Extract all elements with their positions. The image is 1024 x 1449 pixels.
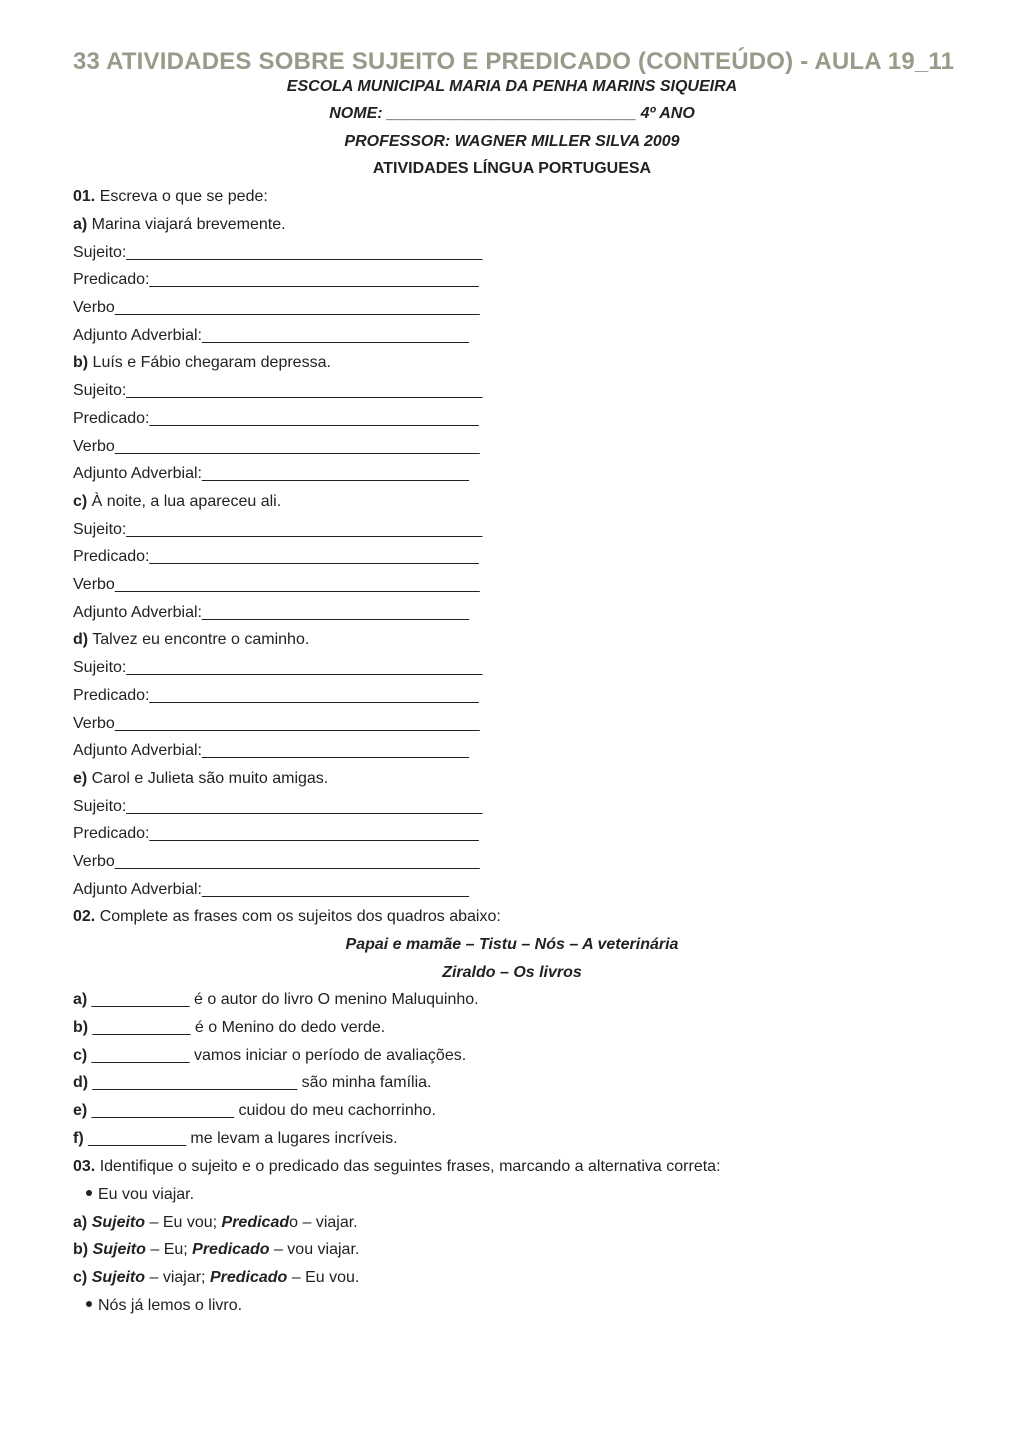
- item-letter: b): [73, 1019, 89, 1036]
- bullet-text: Nós já lemos o livro.: [98, 1297, 243, 1314]
- adjunto-field[interactable]: Adjunto Adverbial:______________________________: [73, 327, 469, 344]
- question-03: [73, 1157, 721, 1177]
- subject-box-line-1: Papai e mamãe – Tistu – Nós – A veterinária: [345, 936, 679, 953]
- sujeito-value: – Eu vou;: [145, 1214, 222, 1231]
- item-text: _______________________ são minha família.: [88, 1074, 432, 1091]
- item-letter: b): [73, 354, 89, 371]
- option-letter: c): [73, 1269, 88, 1286]
- sujeito-field[interactable]: Sujeito:________________________________________: [73, 798, 483, 815]
- school-name: ESCOLA MUNICIPAL MARIA DA PENHA MARINS SIQUEIRA: [286, 78, 738, 95]
- item-letter: c): [73, 493, 88, 510]
- predicado-value: – Eu vou.: [287, 1269, 360, 1286]
- verbo-field[interactable]: Verbo_________________________________________: [73, 715, 480, 732]
- item-letter: e): [73, 1102, 88, 1119]
- predicado-field[interactable]: Predicado:_____________________________________: [73, 548, 479, 565]
- sujeito-value: – Eu;: [145, 1241, 193, 1258]
- student-name-line: NOME: ____________________________ 4º ANO: [329, 105, 695, 122]
- q1-item-a: [73, 215, 286, 235]
- item-sentence: À noite, a lua apareceu ali.: [87, 493, 282, 510]
- question-02: [73, 907, 501, 927]
- item-text: ___________ me levam a lugares incríveis.: [83, 1130, 398, 1147]
- option-letter: a): [73, 1214, 88, 1231]
- q1-item-e: [73, 769, 328, 789]
- adjunto-field[interactable]: Adjunto Adverbial:______________________________: [73, 881, 469, 898]
- bullet-icon: [86, 1301, 92, 1307]
- item-text: ___________ é o Menino do dedo verde.: [88, 1019, 386, 1036]
- predicado-label: Predicad: [221, 1214, 290, 1231]
- item-text: ___________ é o autor do livro O menino Maluquinho.: [87, 991, 479, 1008]
- question-number: 02.: [73, 908, 96, 925]
- q3-option-c[interactable]: [73, 1268, 359, 1288]
- q2-item-b[interactable]: [73, 1018, 385, 1038]
- item-letter: e): [73, 770, 88, 787]
- q2-item-f[interactable]: [73, 1129, 398, 1149]
- item-letter: c): [73, 1047, 88, 1064]
- q1-item-b: [73, 353, 331, 373]
- subject-line: ATIVIDADES LÍNGUA PORTUGUESA: [372, 160, 652, 177]
- verbo-field[interactable]: Verbo_________________________________________: [73, 576, 480, 593]
- adjunto-field[interactable]: Adjunto Adverbial:______________________________: [73, 604, 469, 621]
- item-sentence: Carol e Julieta são muito amigas.: [87, 770, 329, 787]
- sujeito-field[interactable]: Sujeito:________________________________________: [73, 382, 483, 399]
- sujeito-label: Sujeito: [91, 1214, 146, 1231]
- predicado-label: Predicado: [192, 1241, 270, 1258]
- item-letter: f): [73, 1130, 84, 1147]
- document-title: 33 ATIVIDADES SOBRE SUJEITO E PREDICADO (CONTEÚDO) - AULA 19_11: [73, 48, 955, 75]
- question-number: 03.: [73, 1158, 96, 1175]
- bullet-item: [86, 1185, 194, 1205]
- predicado-label: Predicado: [209, 1269, 288, 1286]
- predicado-value: – vou viajar.: [269, 1241, 360, 1258]
- question-prompt: Identifique o sujeito e o predicado das seguintes frases, marcando a alternativa correta:: [95, 1158, 721, 1175]
- bullet-text: Eu vou viajar.: [98, 1186, 195, 1203]
- q1-item-d: [73, 630, 309, 650]
- sujeito-field[interactable]: Sujeito:________________________________________: [73, 659, 483, 676]
- verbo-field[interactable]: Verbo_________________________________________: [73, 438, 480, 455]
- q3-option-a[interactable]: [73, 1213, 358, 1233]
- option-letter: b): [73, 1241, 89, 1258]
- subject-box-line-2: Ziraldo – Os livros: [442, 964, 582, 981]
- item-sentence: Talvez eu encontre o caminho.: [88, 631, 310, 648]
- verbo-field[interactable]: Verbo_________________________________________: [73, 299, 480, 316]
- item-letter: a): [73, 991, 88, 1008]
- predicado-field[interactable]: Predicado:_____________________________________: [73, 825, 479, 842]
- sujeito-label: Sujeito: [91, 1269, 146, 1286]
- bullet-icon: [86, 1190, 92, 1196]
- q2-item-d[interactable]: [73, 1073, 432, 1093]
- question-number: 01.: [73, 188, 96, 205]
- adjunto-field[interactable]: Adjunto Adverbial:______________________________: [73, 742, 469, 759]
- question-01: [73, 187, 268, 207]
- item-letter: d): [73, 1074, 89, 1091]
- item-text: ________________ cuidou do meu cachorrinho.: [87, 1102, 436, 1119]
- sujeito-field[interactable]: Sujeito:________________________________________: [73, 521, 483, 538]
- sujeito-value: – viajar;: [145, 1269, 210, 1286]
- predicado-value: o – viajar.: [289, 1214, 358, 1231]
- q2-item-c[interactable]: [73, 1046, 466, 1066]
- q2-item-e[interactable]: [73, 1101, 436, 1121]
- sujeito-field[interactable]: Sujeito:________________________________________: [73, 244, 483, 261]
- item-sentence: Marina viajará brevemente.: [87, 216, 286, 233]
- professor-line: PROFESSOR: WAGNER MILLER SILVA 2009: [344, 133, 680, 150]
- predicado-field[interactable]: Predicado:_____________________________________: [73, 271, 479, 288]
- question-prompt: Complete as frases com os sujeitos dos quadros abaixo:: [95, 908, 501, 925]
- q2-item-a[interactable]: [73, 990, 479, 1010]
- item-sentence: Luís e Fábio chegaram depressa.: [88, 354, 331, 371]
- item-letter: a): [73, 216, 88, 233]
- q3-option-b[interactable]: [73, 1240, 359, 1260]
- bullet-item: [86, 1296, 242, 1316]
- adjunto-field[interactable]: Adjunto Adverbial:______________________________: [73, 465, 469, 482]
- item-letter: d): [73, 631, 89, 648]
- verbo-field[interactable]: Verbo_________________________________________: [73, 853, 480, 870]
- q1-item-c: [73, 492, 281, 512]
- sujeito-label: Sujeito: [92, 1241, 146, 1258]
- question-prompt: Escreva o que se pede:: [95, 188, 268, 205]
- predicado-field[interactable]: Predicado:_____________________________________: [73, 687, 479, 704]
- item-text: ___________ vamos iniciar o período de avaliações.: [87, 1047, 467, 1064]
- predicado-field[interactable]: Predicado:_____________________________________: [73, 410, 479, 427]
